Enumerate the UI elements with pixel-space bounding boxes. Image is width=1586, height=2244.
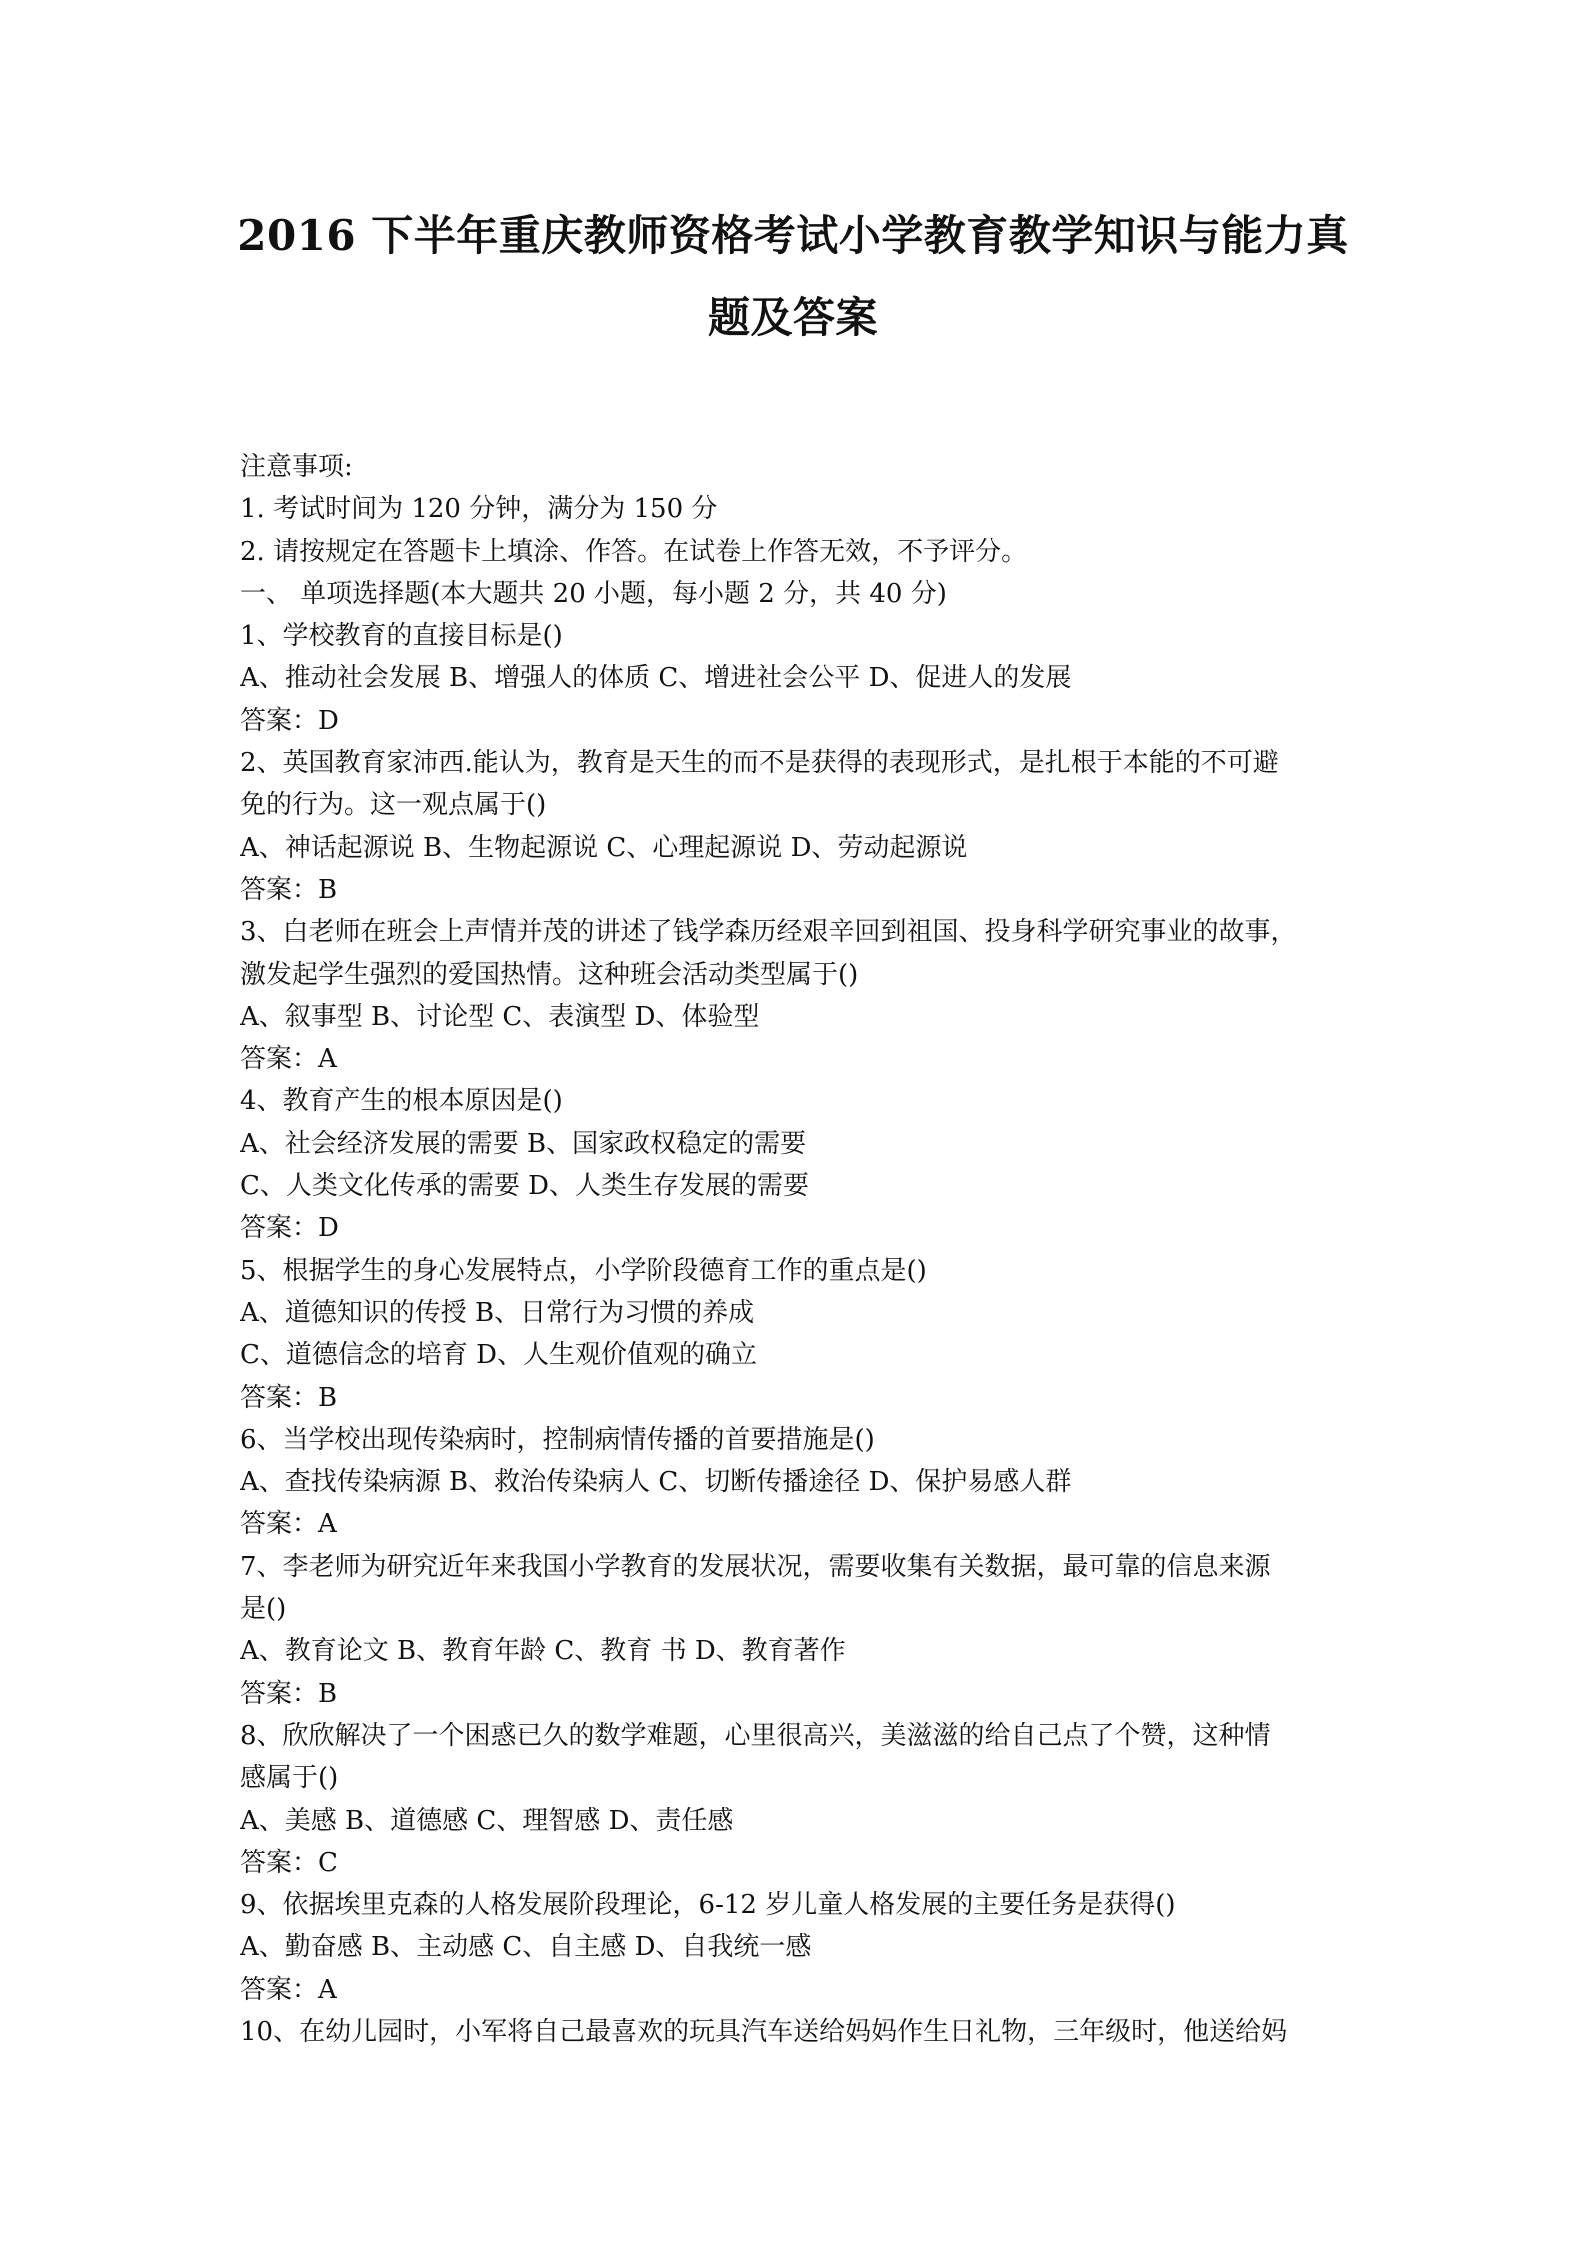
- text-line: 答案：C: [240, 1847, 338, 1878]
- text-line: 答案：A: [240, 1509, 337, 1540]
- document-title: [180, 195, 1406, 359]
- text-line: A、社会经济发展的需要 B、国家政权稳定的需要: [240, 1128, 807, 1159]
- text-line: A、美感 B、道德感 C、理智感 D、责任感: [240, 1805, 734, 1836]
- text-line: 答案：A: [240, 1974, 337, 2005]
- text-line: 一、 单项选择题(本大题共 20 小题，每小题 2 分，共 40 分): [240, 578, 947, 609]
- text-line: 激发起学生强烈的爱国热情。这种班会活动类型属于(): [240, 959, 859, 990]
- document-body: [240, 446, 1360, 2053]
- text-line: 7、李老师为研究近年来我国小学教育的发展状况，需要收集有关数据，最可靠的信息来源: [240, 1551, 1271, 1582]
- text-line: 答案：B: [240, 1678, 338, 1709]
- text-line: A、道德知识的传授 B、日常行为习惯的养成: [240, 1297, 755, 1328]
- title-line-1: 2016 下半年重庆教师资格考试小学教育教学知识与能力真: [237, 211, 1349, 260]
- text-line: 感属于(): [240, 1763, 339, 1794]
- text-line: 1、学校教育的直接目标是(): [240, 621, 563, 652]
- text-line: 5、根据学生的身心发展特点，小学阶段德育工作的重点是(): [240, 1255, 927, 1286]
- text-line: 4、教育产生的根本原因是(): [240, 1086, 563, 1117]
- text-line: 1. 考试时间为 120 分钟，满分为 150 分: [240, 494, 718, 525]
- text-line: 答案：D: [240, 705, 339, 736]
- text-line: 9、依据埃里克森的人格发展阶段理论，6-12 岁儿童人格发展的主要任务是获得(): [240, 1890, 1176, 1921]
- text-line: 2、英国教育家沛西.能认为，教育是天生的而不是获得的表现形式，是扎根于本能的不可避: [240, 748, 1279, 779]
- text-line: 2. 请按规定在答题卡上填涂、作答。在试卷上作答无效，不予评分。: [240, 536, 1028, 567]
- text-line: 是(): [240, 1594, 287, 1625]
- text-line: 6、当学校出现传染病时，控制病情传播的首要措施是(): [240, 1424, 875, 1455]
- text-line: 答案：A: [240, 1044, 337, 1075]
- text-line: 答案：D: [240, 1213, 339, 1244]
- text-line: A、叙事型 B、讨论型 C、表演型 D、体验型: [240, 1001, 760, 1032]
- text-line: A、查找传染病源 B、救治传染病人 C、切断传播途径 D、保护易感人群: [240, 1467, 1072, 1498]
- text-line: 3、白老师在班会上声情并茂的讲述了钱学森历经艰辛回到祖国、投身科学研究事业的故事，: [240, 917, 1297, 948]
- text-line: C、人类文化传承的需要 D、人类生存发展的需要: [240, 1171, 810, 1202]
- text-line: A、教育论文 B、教育年龄 C、教育 书 D、教育著作: [240, 1636, 846, 1667]
- text-line: 注意事项:: [240, 452, 353, 482]
- text-line: C、道德信念的培育 D、人生观价值观的确立: [240, 1340, 758, 1371]
- text-line: 免的行为。这一观点属于(): [240, 790, 547, 821]
- title-line-2: 题及答案: [707, 293, 878, 342]
- text-line: A、推动社会发展 B、增强人的体质 C、增进社会公平 D、促进人的发展: [240, 663, 1072, 694]
- text-line: A、神话起源说 B、生物起源说 C、心理起源说 D、劳动起源说: [240, 832, 968, 863]
- text-line: 10、在幼儿园时，小军将自己最喜欢的玩具汽车送给妈妈作生日礼物，三年级时，他送给妈: [240, 2016, 1288, 2047]
- text-line: 8、欣欣解决了一个困惑已久的数学难题，心里很高兴，美滋滋的给自己点了个赞，这种情: [240, 1720, 1271, 1751]
- text-line: A、勤奋感 B、主动感 C、自主感 D、自我统一感: [240, 1932, 812, 1963]
- text-line: 答案：B: [240, 874, 338, 905]
- text-line: 答案：B: [240, 1382, 338, 1413]
